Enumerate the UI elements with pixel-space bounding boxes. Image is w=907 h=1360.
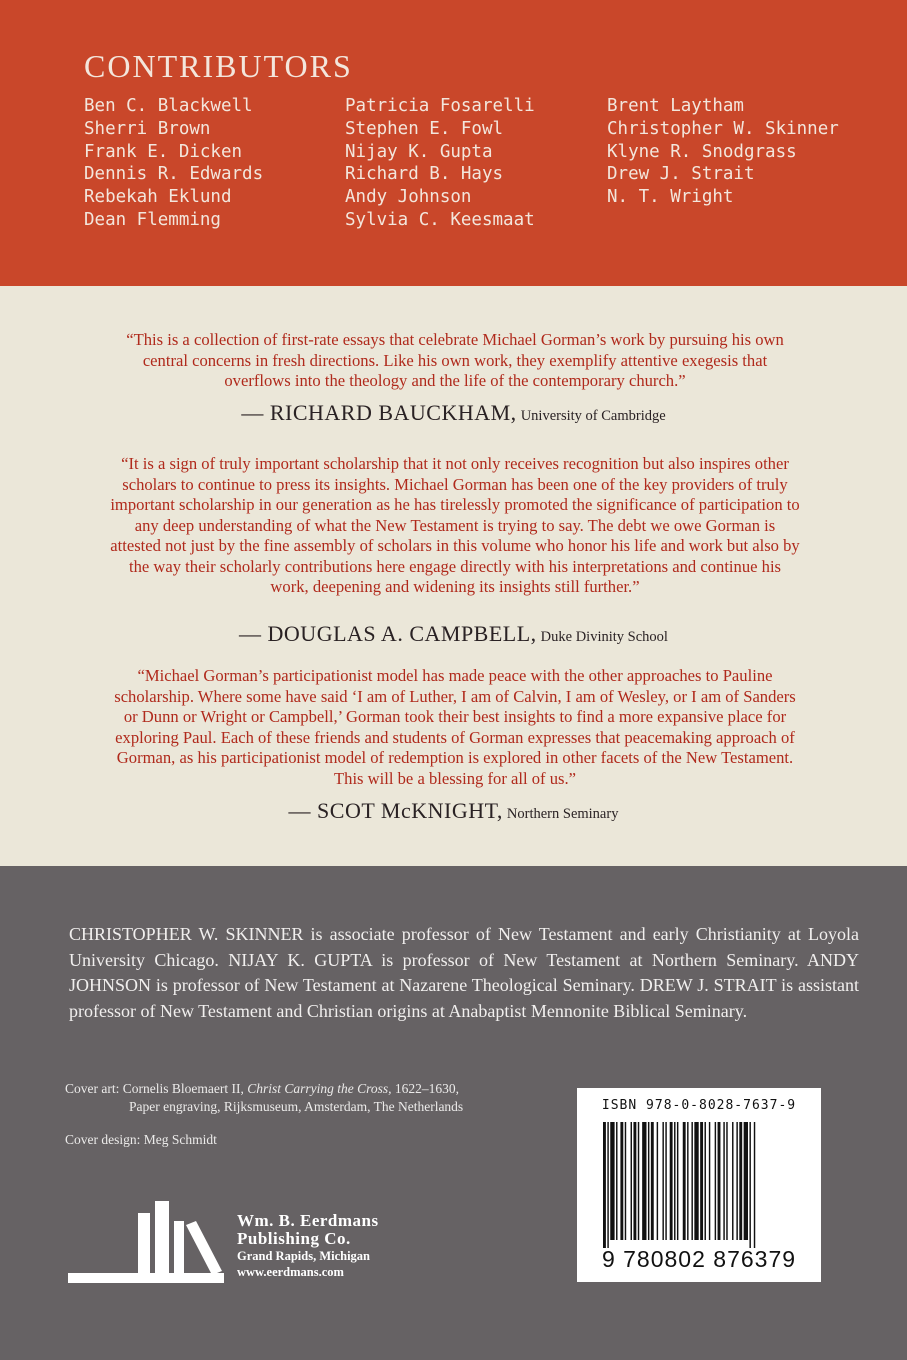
cover-art-details: Paper engraving, Rijksmuseum, Amsterdam, The Netherlands <box>129 1099 464 1114</box>
contributor-name: Christopher W. Skinner <box>607 118 839 139</box>
editors-section <box>0 866 907 1360</box>
endorser-name: — DOUGLAS A. CAMPBELL, <box>239 621 537 646</box>
cover-art-prefix: Cover art: Cornelis Bloemaert II, <box>65 1081 248 1096</box>
cover-design-credit: Cover design: Meg Schmidt <box>65 1132 217 1147</box>
contributors-section <box>0 0 907 286</box>
endorsement-quote: “It is a sign of truly important scholarship that it not only receives recognition but also inspires other scholars to continue to press its insights. Michael Gorman has been one of the key providers of truly important scholarship in our generation as he has tirelessly promoted the significance of participation to any deep understanding of what the New Testament is trying to say. The debt we owe Gorman is attested not just by the fine assembly of scholars in this volume who honor his life and work but also by the way their scholarly contributions here engage directly with his interpretations and continue his work, deepening and widening its insights still further.” <box>110 454 800 596</box>
publisher-location: Grand Rapids, Michigan <box>237 1249 371 1263</box>
contributor-name: N. T. Wright <box>607 187 734 208</box>
books-logo-icon <box>68 1201 228 1283</box>
contributor-name: Dean Flemming <box>84 209 221 230</box>
publisher-name-line1: Wm. B. Eerdmans <box>237 1211 379 1230</box>
endorser-name: — RICHARD BAUCKHAM, <box>241 400 517 425</box>
endorsement-attribution <box>0 798 907 824</box>
contributors-column-1 <box>84 95 263 232</box>
contributors-heading: CONTRIBUTORS <box>84 48 353 84</box>
contributor-name: Drew J. Strait <box>607 164 755 185</box>
publisher-name-line2: Publishing Co. <box>237 1229 351 1248</box>
cover-art-years: 1622–1630, <box>391 1081 459 1096</box>
contributors-column-3 <box>607 95 839 209</box>
endorsement-attribution <box>0 400 907 426</box>
editors-bio: CHRISTOPHER W. SKINNER is associate professor of New Testament and early Christianity at Loyola University Chicago. NIJAY K. GUPTA is professor of New Testament at Northern Seminary. ANDY JOHNSON is professor of New Testament at Nazarene Theological Seminary. DREW J. STRAIT is assistant professor of New Testament and Christian origins at Anabaptist Mennonite Biblical Seminary. <box>69 924 859 1021</box>
publisher-imprint <box>237 1212 379 1280</box>
contributor-name: Ben C. Blackwell <box>84 96 253 116</box>
endorsement-attribution <box>0 621 907 647</box>
isbn-barcode <box>577 1088 821 1282</box>
contributor-name: Brent Laytham <box>607 96 744 116</box>
contributor-name: Andy Johnson <box>345 187 472 208</box>
ean-number: 9 780802 876379 <box>601 1246 797 1272</box>
publisher-website: www.eerdmans.com <box>237 1265 344 1279</box>
contributor-name: Klyne R. Snodgrass <box>607 141 797 162</box>
contributor-name: Patricia Fosarelli <box>345 96 535 116</box>
contributor-name: Dennis R. Edwards <box>84 164 264 185</box>
contributor-name: Rebekah Eklund <box>84 187 232 208</box>
barcode-bars-icon <box>599 1122 809 1248</box>
endorser-affiliation: Northern Seminary <box>506 806 619 822</box>
contributor-name: Richard B. Hays <box>345 164 504 185</box>
endorser-name: — SCOT McKNIGHT, <box>288 798 503 823</box>
cover-art-title: Christ Carrying the Cross, <box>247 1081 392 1096</box>
contributor-name: Sylvia C. Keesmaat <box>345 209 535 230</box>
contributors-column-2 <box>345 95 535 232</box>
contributor-name: Frank E. Dicken <box>84 141 243 162</box>
endorsement-quote: “Michael Gorman’s participationist model has made peace with the other approaches to Pauline scholarship. Where some have said ‘I am of Luther, I am of Calvin, I am of Wesley, or I am of Sanders or Dunn or Wright or Campbell,’ Gorman took their best insights to find a more expansive place for exploring Paul. Each of these friends and students of Gorman expresses that peacemaking approach of Gorman, as his participationist model of redemption is explored in other facets of the New Testament. This will be a blessing for all of us.” <box>114 666 796 788</box>
endorser-affiliation: University of Cambridge <box>520 408 666 424</box>
contributor-name: Nijay K. Gupta <box>345 141 493 162</box>
isbn-number: ISBN 978-0-8028-7637-9 <box>601 1098 797 1113</box>
contributor-name: Sherri Brown <box>84 118 211 139</box>
contributor-name: Stephen E. Fowl <box>345 118 504 139</box>
endorsements-section <box>0 286 907 866</box>
endorser-affiliation: Duke Divinity School <box>540 629 668 645</box>
endorsement-quote: “This is a collection of first-rate essays that celebrate Michael Gorman’s work by pursuing his own central concerns in fresh directions. Like his own work, they exemplify attentive exegesis that overflows into the theology and the life of the contemporary church.” <box>126 330 784 390</box>
cover-art-credit <box>65 1080 463 1116</box>
